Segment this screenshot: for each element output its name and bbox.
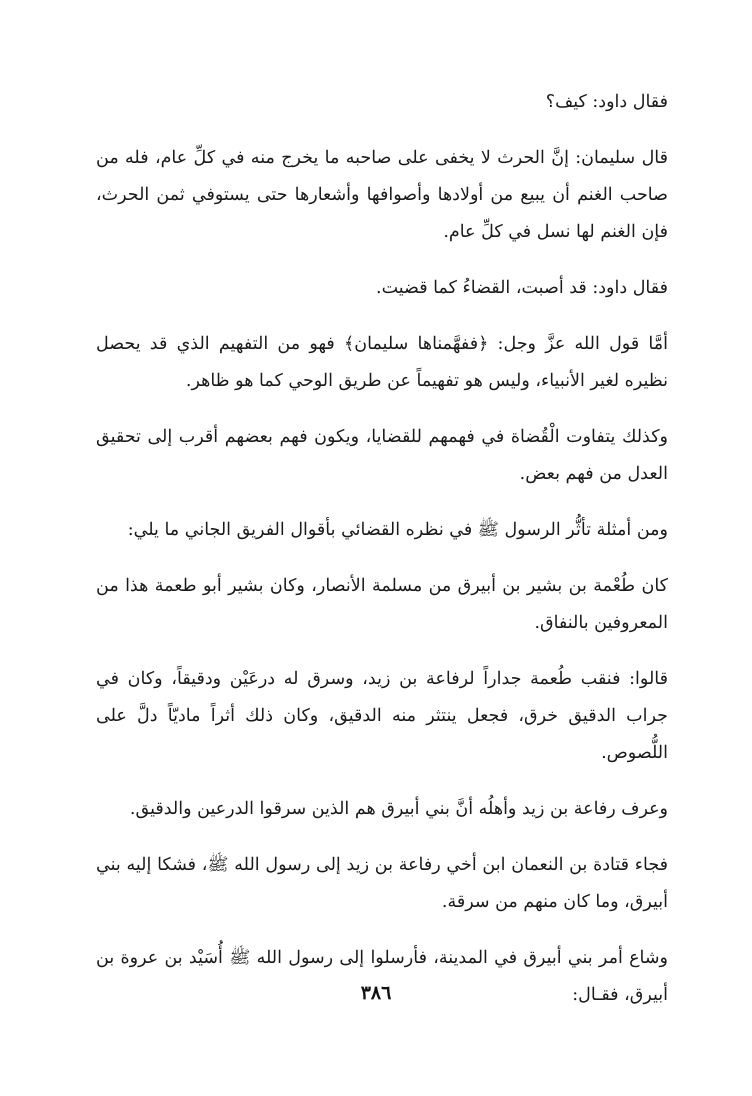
page-number: ٣٨٦ xyxy=(360,982,392,1004)
paragraph: وعرف رفاعة بن زيد وأهلُه أنَّ بني أبيرق هم الذين سرقوا الدرعين والدقيق. xyxy=(129,799,668,819)
paragraph: فقال داود: كيف؟ xyxy=(545,92,668,112)
paragraph: قالوا: فنقب طُعمة جداراً لرفاعة بن زيد، وسرق له درعَيْن ودقيقاً، وكان في جراب الدقيق خرق، فجعل ينتثر منه الدقيق، وكان ذلك أثراً ماديّاً دلَّ على اللُّصوص. xyxy=(96,669,668,763)
paragraph: أمَّا قول الله عزَّ وجل: ﴿ففهَّمناها سليمان﴾ فهو من التفهيم الذي قد يحصل نظيره لغير الأنبياء، وليس هو تفهيماً عن طريق الوحي كما هو ظاهر. xyxy=(96,334,668,391)
paragraph: فجاء قتادة بن النعمان ابن أخي رفاعة بن زيد إلى رسول الله ﷺ، فشكا إليه بني أبيرق، وما كان منهم من سرقة. xyxy=(96,855,668,912)
paragraph: وشاع أمر بني أبيرق في المدينة، فأرسلوا إلى رسول الله ﷺ أُسَيْد بن عروة بن أبيرق، فقـال: xyxy=(96,948,668,1005)
page-body xyxy=(96,84,668,1033)
paragraph: وكذلك يتفاوت الْقُضاة في فهمهم للقضايا، ويكون فهم بعضهم أقرب إلى تحقيق العدل من فهم بعض. xyxy=(96,427,668,484)
paragraph: ومن أمثلة تأثُّر الرسول ﷺ في نظره القضائي بأقوال الفريق الجاني ما يلي: xyxy=(127,520,668,540)
paragraph: فقال داود: قد أصبت، القضاءُ كما قضيت. xyxy=(376,278,668,298)
paragraph: قال سليمان: إنَّ الحرث لا يخفى على صاحبه ما يخرج منه في كلِّ عام، فله من صاحب الغنم أن يبيع من أولادها وأصوافها وأشعارها حتى يستوفي ثمن الحرث، فإن الغنم لها نسل في كلِّ عام. xyxy=(96,148,668,242)
paragraph: كان طُعْمة بن بشير بن أبيرق من مسلمة الأنصار، وكان بشير أبو طعمة هذا من المعروفين بالنفاق. xyxy=(96,576,668,633)
